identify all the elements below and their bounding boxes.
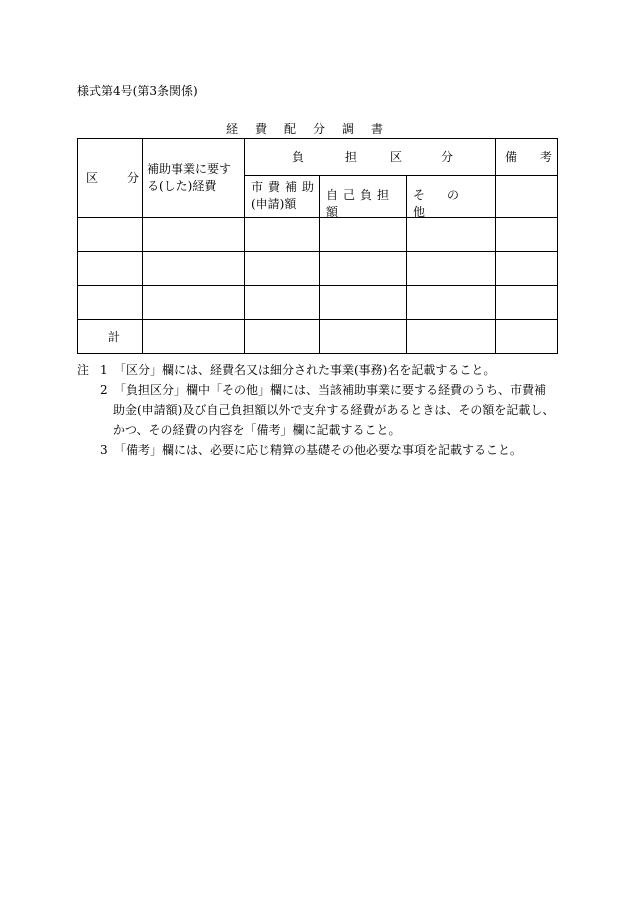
table-row (78, 218, 558, 252)
entry-cell[interactable] (320, 320, 407, 354)
note-3-text: 「備考」欄には、必要に応じ精算の基礎その他必要な事項を記載すること。 (114, 443, 523, 457)
note-2-text-3: かつ、その経費の内容を「備考」欄に記載すること。 (113, 423, 401, 437)
header-kubun-char-2: 分 (127, 171, 140, 185)
entry-cell[interactable] (496, 218, 558, 252)
notes-lead: 注 (77, 363, 90, 377)
entry-cell[interactable] (407, 252, 496, 286)
entry-cell[interactable] (407, 286, 496, 320)
note-1-text: 「区分」欄には、経費名又は細分された事業(事務)名を記載すること。 (114, 363, 496, 377)
header-biko-char-2: 考 (540, 150, 553, 164)
header-futan-char-4: 分 (441, 150, 454, 164)
table-header-row (78, 139, 558, 176)
header-biko (496, 139, 558, 176)
table-row (78, 252, 558, 286)
entry-cell[interactable] (320, 218, 407, 252)
header-kubun-char-1: 区 (86, 171, 99, 185)
entry-cell[interactable] (407, 218, 496, 252)
header-futan-char-3: 区 (390, 150, 403, 164)
entry-cell[interactable] (245, 320, 320, 354)
note-2-text-2: 助金(申請額)及び自己負担額以外で支弁する経費があるときは、その額を記載し、 (113, 403, 555, 417)
header-expense (143, 139, 245, 218)
subheader-other-label: その他 (413, 188, 482, 219)
entry-cell[interactable] (496, 320, 558, 354)
entry-cell[interactable] (496, 252, 558, 286)
note-2-number: 2 (100, 383, 108, 397)
subheader-self-label: 自己負担額 (326, 188, 395, 219)
note-3-number: 3 (100, 443, 108, 457)
table-row (78, 286, 558, 320)
subheader-self-burden (320, 176, 407, 218)
entry-cell[interactable] (78, 252, 143, 286)
entry-cell[interactable] (143, 320, 245, 354)
header-kubun (78, 139, 143, 218)
entry-cell[interactable] (320, 286, 407, 320)
note-1-number: 1 (100, 363, 108, 377)
subheader-other (407, 176, 496, 218)
entry-cell[interactable] (496, 286, 558, 320)
header-futan-kubun (245, 139, 496, 176)
entry-cell[interactable] (78, 218, 143, 252)
header-expense-line-1: 補助事業に要す (147, 162, 232, 176)
entry-cell[interactable] (143, 286, 245, 320)
subheader-biko-blank (496, 176, 558, 218)
note-2-text-1: 「負担区分」欄中「その他」欄には、当該補助事業に要する経費のうち、市費補 (114, 383, 547, 397)
entry-cell[interactable] (143, 218, 245, 252)
header-futan-char-1: 負 (292, 150, 305, 164)
header-expense-line-2: る(した)経費 (147, 179, 217, 193)
document-title: 経費配分調書 (226, 122, 401, 136)
subheader-city-subsidy (245, 176, 320, 218)
subheader-city-line-2: (申請)額 (251, 197, 297, 211)
header-biko-char-1: 備 (505, 150, 518, 164)
table-total-row (78, 320, 558, 354)
entry-cell[interactable] (407, 320, 496, 354)
expense-allocation-table (77, 138, 558, 354)
entry-cell[interactable] (245, 252, 320, 286)
form-number: 様式第4号(第3条関係) (77, 84, 198, 98)
entry-cell[interactable] (245, 218, 320, 252)
entry-cell[interactable] (143, 252, 245, 286)
entry-cell[interactable] (78, 286, 143, 320)
subheader-city-line-1: 市費補助 (251, 180, 320, 194)
total-label: 計 (78, 320, 143, 354)
entry-cell[interactable] (245, 286, 320, 320)
header-futan-char-2: 担 (345, 150, 358, 164)
entry-cell[interactable] (320, 252, 407, 286)
